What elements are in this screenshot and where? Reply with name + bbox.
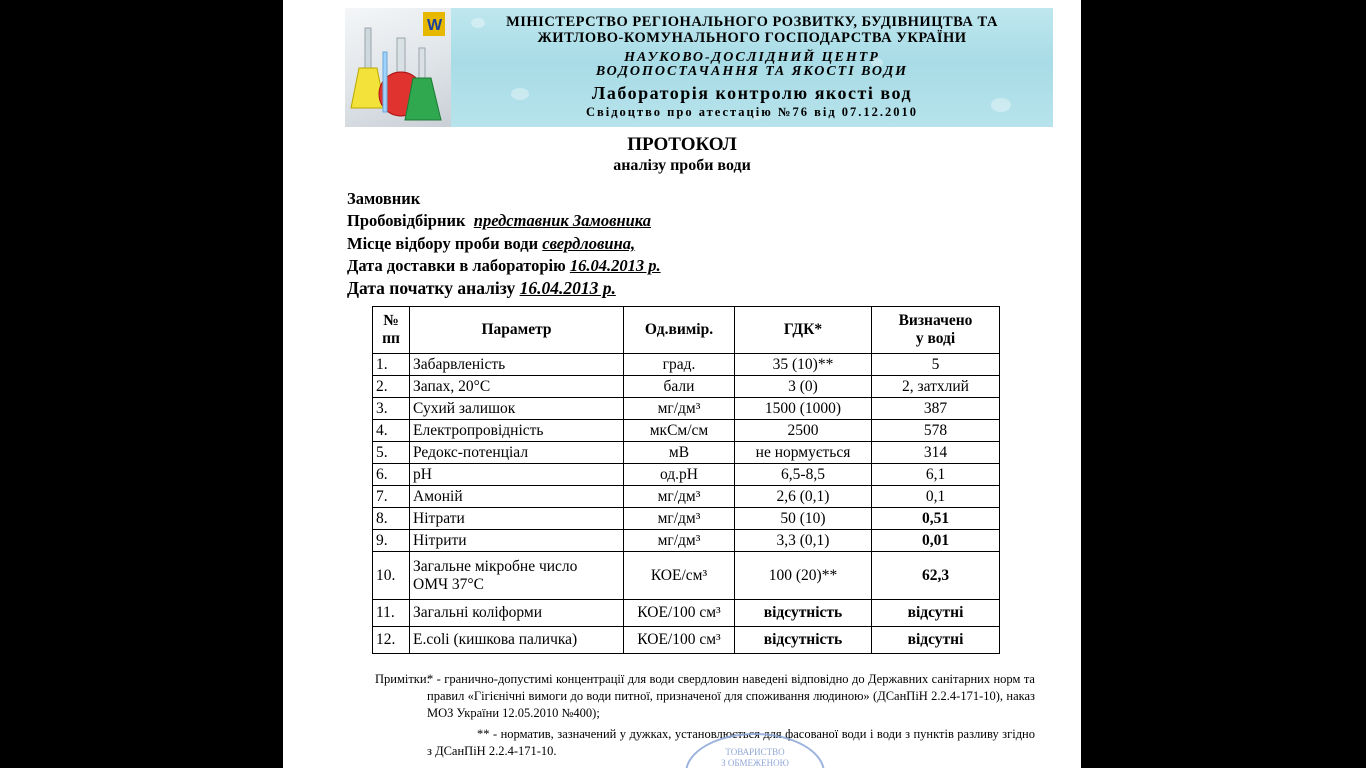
cell-num: 2. <box>373 376 410 398</box>
cell-unit: мг/дм³ <box>624 508 735 530</box>
delivery-date-field <box>347 256 661 276</box>
cell-limit: 3 (0) <box>735 376 872 398</box>
header-banner <box>345 8 1053 127</box>
laboratory-flasks-image <box>345 8 451 127</box>
delivery-date-label: Дата доставки в лабораторію <box>347 256 566 275</box>
cell-param: Загальне мікробне число ОМЧ 37°С <box>410 552 624 600</box>
client-label: Замовник <box>347 189 421 208</box>
sampling-place-label: Місце відбору проби води <box>347 234 539 253</box>
cell-limit: 3,3 (0,1) <box>735 530 872 552</box>
stamp-line-1: ТОВАРИСТВО <box>725 747 785 757</box>
certificate-line: Свідоцтво про атестацію №76 від 07.12.2010 <box>585 105 919 119</box>
cell-num: 6. <box>373 464 410 486</box>
header-result: Визначено у воді <box>872 307 1000 354</box>
cell-param: Амоній <box>410 486 624 508</box>
cell-unit: бали <box>624 376 735 398</box>
cell-unit: КОЕ/100 см³ <box>624 627 735 654</box>
table-row <box>373 376 1000 398</box>
cell-param: E.coli (кишкова паличка) <box>410 627 624 654</box>
analysis-start-value: 16.04.2013 р. <box>519 278 616 298</box>
cell-limit: 6,5-8,5 <box>735 464 872 486</box>
cell-unit: мг/дм³ <box>624 530 735 552</box>
delivery-date-value: 16.04.2013 р. <box>569 256 661 275</box>
sampling-place-value: свердловина, <box>542 234 636 253</box>
cell-param: Забарвленість <box>410 354 624 376</box>
cell-limit: відсутність <box>735 600 872 627</box>
cell-limit: 2500 <box>735 420 872 442</box>
banner-text-panel <box>451 8 1053 127</box>
cell-limit: відсутність <box>735 627 872 654</box>
table-row <box>373 600 1000 627</box>
cell-result: 62,3 <box>872 552 1000 600</box>
table-row <box>373 420 1000 442</box>
center-line-1: НАУКОВО-ДОСЛІДНИЙ ЦЕНТР <box>624 50 880 65</box>
sampler-label: Пробовідбірник <box>347 211 466 230</box>
cell-num: 12. <box>373 627 410 654</box>
cell-unit: мг/дм³ <box>624 486 735 508</box>
cell-result: 314 <box>872 442 1000 464</box>
cell-num: 8. <box>373 508 410 530</box>
flasks-icon <box>345 8 451 127</box>
cell-result: 2, затхлий <box>872 376 1000 398</box>
cell-param: Редокс-потенціал <box>410 442 624 464</box>
table-row <box>373 464 1000 486</box>
document-title: ПРОТОКОЛ <box>627 134 737 155</box>
table-row <box>373 552 1000 600</box>
document-subtitle: аналізу проби води <box>613 157 751 174</box>
sampler-value: представник Замовника <box>473 211 652 230</box>
cell-limit: 1500 (1000) <box>735 398 872 420</box>
cell-num: 1. <box>373 354 410 376</box>
table-row <box>373 398 1000 420</box>
table-row <box>373 530 1000 552</box>
cell-result: 6,1 <box>872 464 1000 486</box>
cell-num: 11. <box>373 600 410 627</box>
results-table <box>372 306 1000 654</box>
cell-param: Нітрити <box>410 530 624 552</box>
cell-num: 9. <box>373 530 410 552</box>
cell-unit: КОЕ/см³ <box>624 552 735 600</box>
cell-num: 10. <box>373 552 410 600</box>
header-param: Параметр <box>410 307 624 354</box>
cell-unit: мВ <box>624 442 735 464</box>
cell-unit: град. <box>624 354 735 376</box>
cell-result: 578 <box>872 420 1000 442</box>
cell-result: 0,51 <box>872 508 1000 530</box>
note-1: * - гранично-допустимі концентрації для води свердловин наведені відповідно до Державних санітарних норм та правил «Гігієнічні вимоги до води питної, призначеної для споживання людиною» (ДСанПіН 2.2.4-171-10), наказ МОЗ України 12.05.2010 №400); <box>427 672 1035 720</box>
table-row <box>373 354 1000 376</box>
cell-param: Сухий залишок <box>410 398 624 420</box>
cell-result: 0,01 <box>872 530 1000 552</box>
cell-result: 0,1 <box>872 486 1000 508</box>
cell-limit: 2,6 (0,1) <box>735 486 872 508</box>
document-page <box>283 0 1081 768</box>
cell-param: Електропровідність <box>410 420 624 442</box>
cell-result: відсутні <box>872 627 1000 654</box>
cell-limit: 100 (20)** <box>735 552 872 600</box>
sampler-field <box>347 211 651 231</box>
cell-result: 387 <box>872 398 1000 420</box>
cell-result: 5 <box>872 354 1000 376</box>
analysis-start-field <box>347 278 616 299</box>
note-2: ** - норматив, зазначений у дужках, установлюється для фасованої води і води з пунктів разливу згідно з ДСанПіН 2.2.4-171-10. <box>427 727 1035 758</box>
cell-num: 5. <box>373 442 410 464</box>
client-field <box>347 189 420 209</box>
header-limit: ГДК* <box>735 307 872 354</box>
cell-num: 7. <box>373 486 410 508</box>
logo-letter: W <box>427 17 443 34</box>
cell-num: 3. <box>373 398 410 420</box>
cell-param: Запах, 20°С <box>410 376 624 398</box>
cell-param: Загальні коліформи <box>410 600 624 627</box>
table-row <box>373 508 1000 530</box>
cell-result: відсутні <box>872 600 1000 627</box>
ministry-line-2: ЖИТЛОВО-КОМУНАЛЬНОГО ГОСПОДАРСТВА УКРАЇНИ <box>537 30 967 46</box>
cell-unit: мг/дм³ <box>624 398 735 420</box>
table-row <box>373 627 1000 654</box>
center-line-2: ВОДОПОСТАЧАННЯ ТА ЯКОСТІ ВОДИ <box>595 64 909 79</box>
cell-unit: КОЕ/100 см³ <box>624 600 735 627</box>
table-row <box>373 442 1000 464</box>
cell-unit: мкСм/см <box>624 420 735 442</box>
cell-param: Нітрати <box>410 508 624 530</box>
laboratory-name: Лабораторія контролю якості вод <box>591 83 913 103</box>
sampling-place-field <box>347 234 635 254</box>
analysis-start-label: Дата початку аналізу <box>347 278 516 298</box>
table-header-row <box>373 307 1000 354</box>
header-unit: Од.вимір. <box>624 307 735 354</box>
notes-label: Примітки: <box>375 672 431 686</box>
header-num: № пп <box>373 307 410 354</box>
stamp-line-2: З ОБМЕЖЕНОЮ <box>721 758 789 768</box>
cell-unit: од.pH <box>624 464 735 486</box>
cell-limit: 50 (10) <box>735 508 872 530</box>
table-row <box>373 486 1000 508</box>
cell-limit: 35 (10)** <box>735 354 872 376</box>
cell-num: 4. <box>373 420 410 442</box>
cell-param: pH <box>410 464 624 486</box>
cell-limit: не нормується <box>735 442 872 464</box>
ministry-line-1: МІНІСТЕРСТВО РЕГІОНАЛЬНОГО РОЗВИТКУ, БУДІВНИЦТВА ТА <box>506 14 998 30</box>
